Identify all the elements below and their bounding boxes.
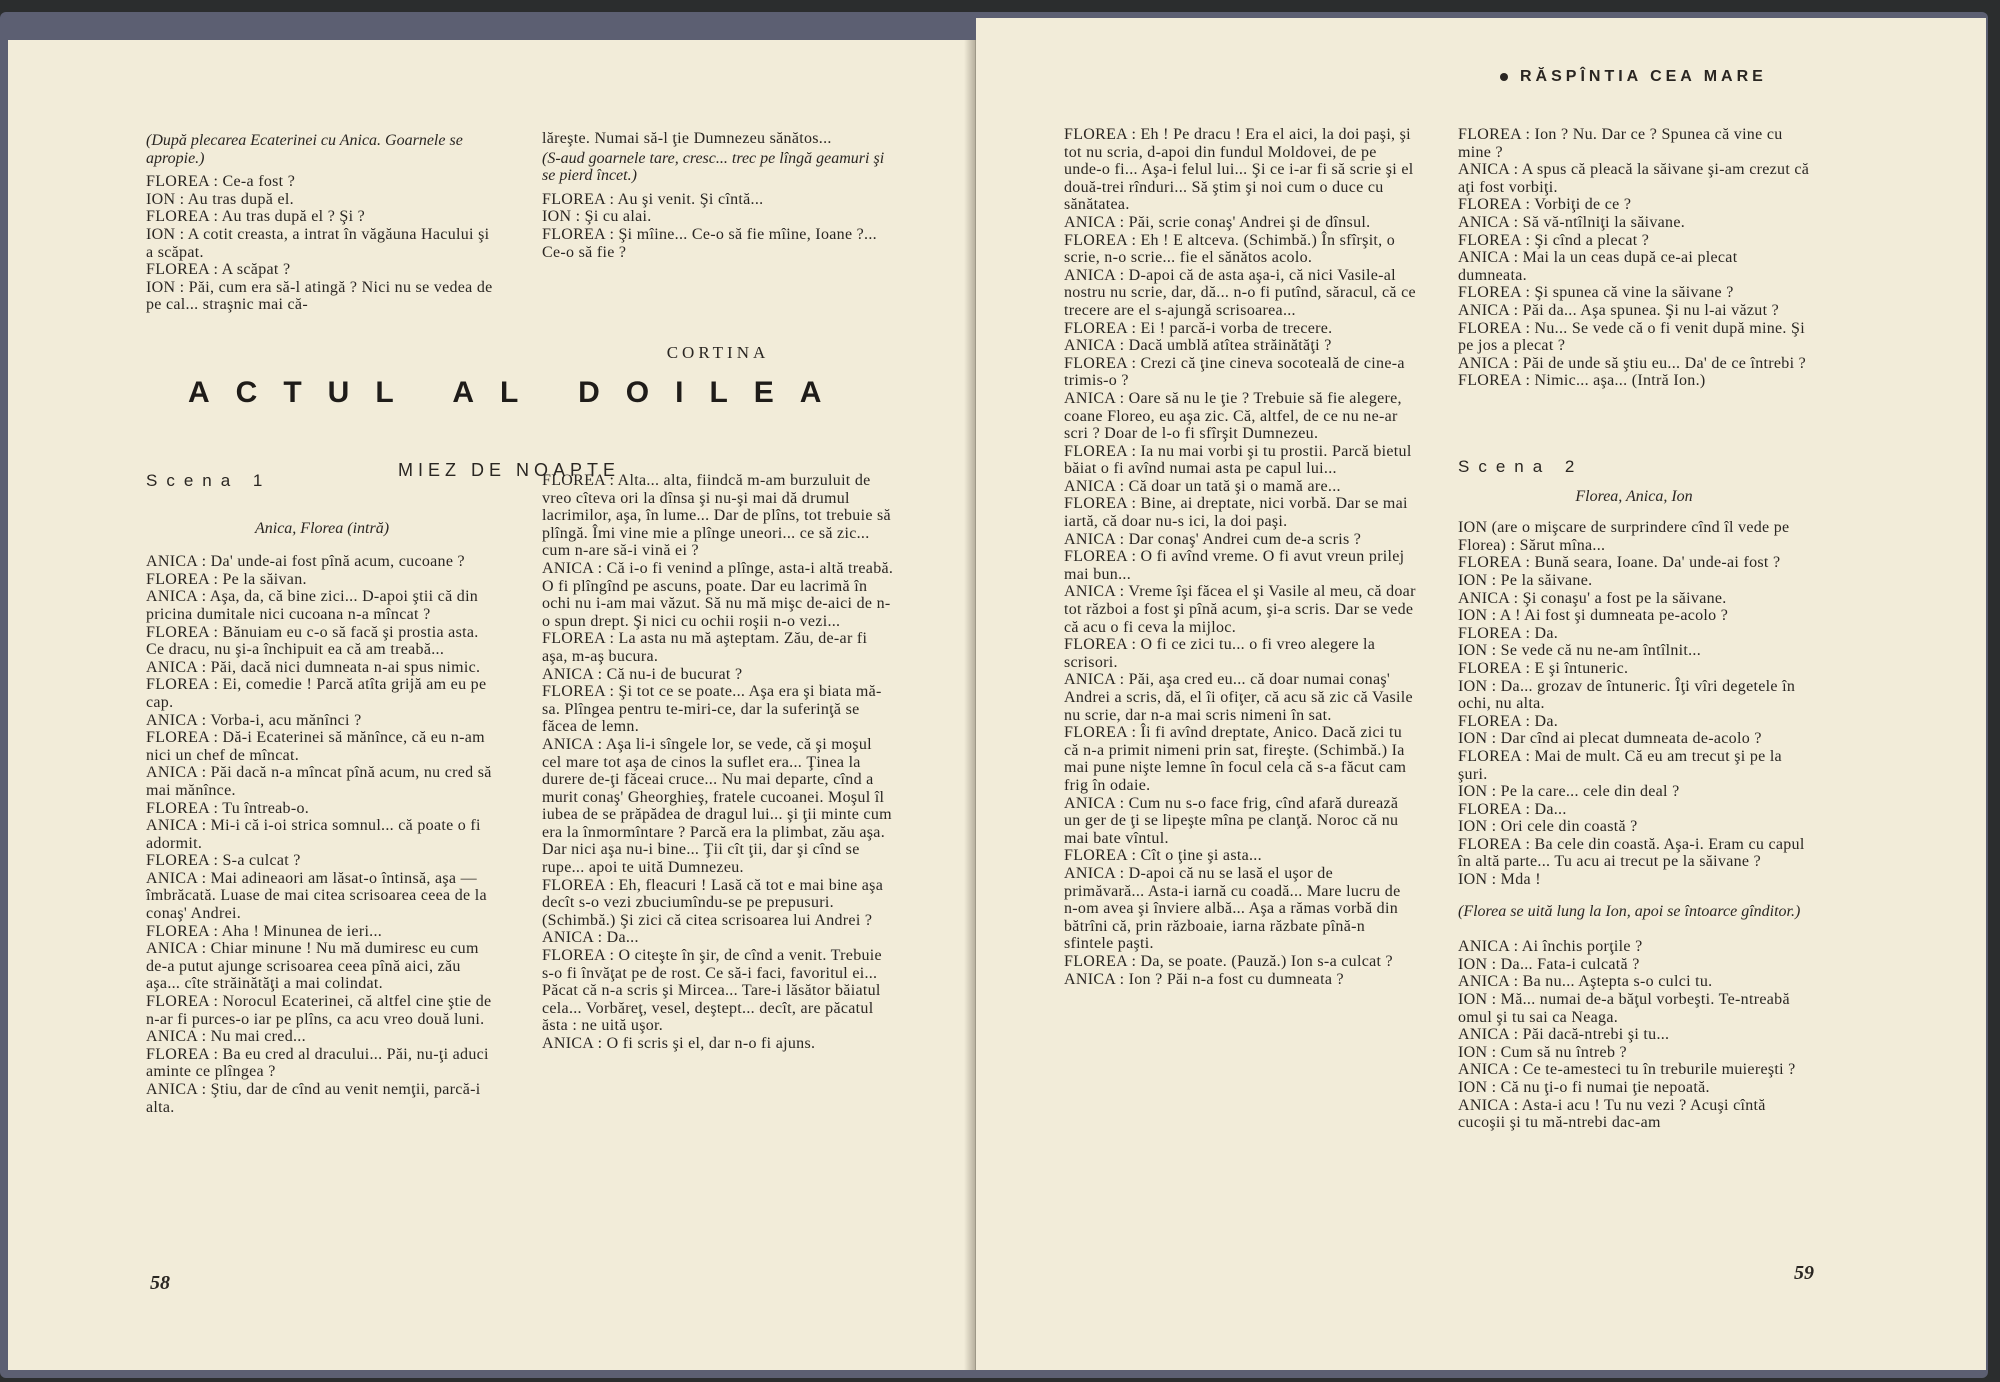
dialogue-line: (S-aud goarnele tare, cresc... trec pe lîngă geamuri şi se pierd încet.) <box>542 149 885 185</box>
dialogue-line: ANICA : Păi, scrie conaş' Andrei şi de dînsul. <box>1064 213 1371 231</box>
dialogue-line: FLOREA : Eh ! Pe dracu ! Era el aici, la doi paşi, şi tot nu scria, d-apoi din fundul Moldovei, de pe unde-o fi... Aşa-i felul lui... Şi ce i-ar fi să scrie şi el două-trei rînduri... Să ştim şi noi cum o duce cu sănătatea. <box>1064 126 1414 214</box>
scene-2-characters: Florea, Anica, Ion <box>1575 487 1693 505</box>
dialogue-line: FLOREA : Au şi venit. Şi cîntă... <box>542 190 764 208</box>
dialogue-line: ANICA : Ce te-amesteci tu în treburile muiereşti ? <box>1458 1061 1796 1079</box>
left-page <box>8 40 972 1370</box>
dialogue-line: ION : Cum să nu întreb ? <box>1458 1043 1627 1061</box>
left-column-1-bottom-wrap <box>146 472 498 1116</box>
dialogue-line: ION : Şi cu alai. <box>542 208 652 226</box>
dialogue-line: ION (are o mişcare de surprindere cînd îl vede pe Florea) : Sărut mîna... <box>1458 519 1790 554</box>
dialogue-line: FLOREA : Bănuiam eu c-o să facă şi prostia asta. Ce dracu, nu şi-a închipuit ea că am treabă... <box>146 623 479 659</box>
dialogue-line: ANICA : Vreme îşi făcea el şi Vasile al meu, că doar tot război a fost şi pînă acum, şi-a scris. Dar se vede că acu o fi ceva la mijloc. <box>1064 583 1416 636</box>
running-header <box>1500 68 1767 86</box>
dialogue-line: ANICA : Dar conaş' Andrei cum de-a scris ? <box>1064 530 1362 548</box>
right-column-2-end <box>1458 938 1810 1132</box>
dialogue-line: ANICA : Păi da... Aşa spunea. Şi nu l-ai văzut ? <box>1458 301 1780 319</box>
dialogue-line: ANICA : Ba nu... Aştepta s-o culci tu. <box>1458 973 1713 991</box>
dialogue-line: ANICA : Da... <box>542 929 639 947</box>
dialogue-line: ANICA : Aşa, da, că bine zici... D-apoi ştii că din pricina dumitale nici cucoana n-a mîncat ? <box>146 588 479 623</box>
dialogue-line: ANICA : Păi dacă n-a mîncat pînă acum, nu cred să mai mănînce. <box>146 764 492 799</box>
dialogue-line: FLOREA : Tu întreab-o. <box>146 799 310 817</box>
dialogue-line: FLOREA : Da. <box>1458 624 1559 642</box>
dialogue-line: FLOREA : Mai de mult. Că eu am trecut şi pe la şuri. <box>1458 747 1782 783</box>
dialogue-line: ANICA : Că doar un tată şi o mamă are... <box>1064 477 1341 495</box>
dialogue-line: FLOREA : Aha ! Minunea de ieri... <box>146 922 383 940</box>
dialogue-line: lăreşte. Numai să-l ţie Dumnezeu sănătos... <box>542 130 832 147</box>
dialogue-line: FLOREA : Nimic... aşa... (Intră Ion.) <box>1458 372 1706 390</box>
dialogue-line: FLOREA : Şi tot ce se poate... Aşa era şi biata mă-sa. Plîngea pentru te-miri-ce, dar la suferinţă se făcea de lemn. <box>542 683 882 736</box>
running-header-text: RĂSPÎNTIA CEA MARE <box>1520 68 1767 85</box>
dialogue-line: ION : Da... grozav de întuneric. Îţi vîri degetele în ochi, nu alta. <box>1458 677 1796 713</box>
dialogue-line: ION : Că nu ţi-o fi numai ţie nepoată. <box>1458 1079 1710 1096</box>
dialogue-line: ION : Au tras după el. <box>146 190 294 208</box>
dialogue-line: ANICA : Ai închis porţile ? <box>1458 938 1643 956</box>
dialogue-line: ION : Da... Fata-i culcată ? <box>1458 955 1640 973</box>
dialogue-line: ANICA : Nu mai cred... <box>146 1028 306 1046</box>
bullet-icon <box>1500 73 1508 81</box>
dialogue-line: ANICA : Mai la un ceas după ce-ai plecat dumneata. <box>1458 249 1738 284</box>
left-column-2-top <box>542 130 894 261</box>
dialogue-line: ANICA : Aşa li-i sîngele lor, se vede, că şi moşul cel mare tot aşa de cinos la suflet era... Ţinea la durere de-ţi făceai cruce... Nu mai departe, cînd a murit conaş' Gheorghieş, fratele cucoanei. Moşul îl iubea de se prăpădea de dragul lui... şi ţii minte cum era la înmormîntare ? Parcă era la plimbat, zău aşa. Dar nici aşa nu-i bine... Ţii cît ţii, dar şi cînd se rupe... apoi te uită Dumnezeu. <box>542 735 892 877</box>
dialogue-line: ANICA : Cum nu s-o face frig, cînd afară durează un ger de ţi se lipeşte mîna pe clanţă. Noroc că nu mai bate vîntul. <box>1064 794 1399 847</box>
dialogue-line: ANICA : D-apoi că nu se lasă el uşor de primăvară... Asta-i iarnă cu coadă... Mare lucru de n-om avea şi înviere albă... Aşa a rămas vorbă din bătrîni că, prin războaie, iarna răzbate pînă-n sfintele paşti. <box>1064 864 1401 953</box>
dialogue-line: FLOREA : Şi mîine... Ce-o să fie mîine, Ioane ?... Ce-o să fie ? <box>542 225 877 261</box>
dialogue-line: FLOREA : Ei ! parcă-i vorba de trecere. <box>1064 319 1333 337</box>
dialogue-line: ANICA : Chiar minune ! Nu mă dumiresc eu cum de-a putut ajunge scrisoarea ceea pînă aici, zău aşa... cîte străinătăţi a mai colindat. <box>146 940 479 993</box>
dialogue-line: ION : Ori cele din coastă ? <box>1458 818 1638 836</box>
dialogue-line: ION : Dar cînd ai plecat dumneata de-acolo ? <box>1458 730 1762 748</box>
dialogue-line: ANICA : Da' unde-ai fost pînă acum, cucoane ? <box>146 553 465 571</box>
dialogue-line: FLOREA : A scăpat ? <box>146 261 291 279</box>
page-number-left: 58 <box>150 1272 170 1294</box>
dialogue-line: ION : Păi, cum era să-l atingă ? Nici nu se vedea de pe cal... straşnic mai că- <box>146 278 493 314</box>
right-column-2-bottom <box>1458 519 1810 888</box>
dialogue-line: ANICA : Şi conaşu' a fost pe la săivane. <box>1458 589 1727 607</box>
dialogue-line: FLOREA : S-a culcat ? <box>146 852 301 870</box>
dialogue-line: FLOREA : La asta nu mă aşteptam. Zău, de-ar fi aşa, m-aş bucura. <box>542 630 868 665</box>
dialogue-line: FLOREA : Bună seara, Ioane. Da' unde-ai fost ? <box>1458 554 1781 572</box>
dialogue-line: FLOREA : Norocul Ecaterinei, că altfel cine ştie de n-ar fi purces-o iar pe plîns, ca acu vreo două luni. <box>146 993 492 1028</box>
act-title: ACTUL AL DOILEA <box>188 376 848 409</box>
dialogue-line: FLOREA : Au tras după el ? Şi ? <box>146 208 366 226</box>
left-column-2-bottom <box>542 472 894 1053</box>
act-subtitle: MIEZ DE NOAPTE <box>398 460 621 480</box>
dialogue-line: FLOREA : O fi avînd vreme. O fi avut vreun prilej mai bun... <box>1064 548 1405 583</box>
scene-1-characters: Anica, Florea (intră) <box>254 519 390 537</box>
dialogue-line: FLOREA : O citeşte în şir, de cînd a venit. Trebuie s-o fi învăţat pe de rost. Ce să-i faci, favoritul ei... Păcat că n-a scris şi Mircea... Tare-i lăsător băiatul cela... Vorbăreţ, vesel, deştept... decît, are păcatul ăsta : ne uită uşor. <box>542 947 882 1035</box>
right-page <box>976 18 1986 1370</box>
dialogue-line: ION : Se vede că nu ne-am întîlnit... <box>1458 642 1702 660</box>
dialogue-line: (După plecarea Ecaterinei cu Anica. Goarnele se apropie.) <box>146 132 463 167</box>
dialogue-line: ANICA : Mi-i că i-oi strica somnul... că poate o fi adormit. <box>146 817 481 852</box>
dialogue-line: FLOREA : Nu... Se vede că o fi venit după mine. Şi pe jos a plecat ? <box>1458 319 1805 355</box>
dialogue-line: FLOREA : Eh, fleacuri ! Lasă că tot e mai bine aşa decît s-o vezi zbuciumîndu-se pe prepusuri. (Schimbă.) Şi zici că citea scrisoarea lui Andrei ? <box>542 876 884 929</box>
dialogue-line: ION : A ! Ai fost şi dumneata pe-acolo ? <box>1458 607 1729 625</box>
dialogue-line: ION : Mă... numai de-a băţul vorbeşti. Te-ntreabă omul şi tu sai ca Neaga. <box>1458 991 1790 1026</box>
dialogue-line: FLOREA : Ce-a fost ? <box>146 173 296 191</box>
curtain-label: CORTINA <box>666 343 770 362</box>
dialogue-line: ANICA : Păi, dacă nici dumneata n-ai spus nimic. <box>146 658 481 676</box>
dialogue-line: FLOREA : Ia nu mai vorbi şi tu prostii. Parcă bietul băiat o fi avînd numai asta pe capul lui... <box>1064 442 1412 478</box>
dialogue-line: ANICA : Păi, aşa cred eu... că doar numai conaş' Andrei a scris, dă, el îi ofiţer, că acu să zic că Vasile nu scrie, dar n-a mai scris nimeni în sat. <box>1064 671 1413 724</box>
dialogue-line: FLOREA : Pe la săivan. <box>146 570 307 588</box>
page-number-right: 59 <box>1794 1262 1814 1284</box>
dialogue-line: ANICA : Păi de unde să ştiu eu... Da' de ce întrebi ? <box>1458 354 1807 372</box>
dialogue-line: FLOREA : Ba cele din coastă. Aşa-i. Eram cu capul în altă parte... Tu acu ai trecut pe la săivane ? <box>1458 835 1805 871</box>
dialogue-line: FLOREA : Vorbiţi de ce ? <box>1458 196 1632 214</box>
dialogue-line: FLOREA : Da, se poate. (Pauză.) Ion s-a culcat ? <box>1064 952 1393 970</box>
right-column-2-top <box>1458 126 1810 390</box>
stage-direction: (Florea se uită lung la Ion, apoi se întoarce gînditor.) <box>1458 902 1801 920</box>
dialogue-line: ANICA : Că i-o fi venind a plînge, asta-i altă treabă. O fi plîngînd pe ascuns, poate. Dar eu lacrimă în ochi nu i-am mai văzut. Să nu mă mişc de-aici de n-o spun drept. Şi nici cu ochii roşii n-o vezi... <box>542 559 894 630</box>
dialogue-line: FLOREA : Ion ? Nu. Dar ce ? Spunea că vine cu mine ? <box>1458 126 1783 161</box>
dialogue-line: FLOREA : Bine, ai dreptate, nici vorbă. Dar se mai iartă, că doar nu-s ici, la doi paşi. <box>1064 495 1408 531</box>
dialogue-line: ANICA : Ion ? Păi n-a fost cu dumneata ? <box>1064 970 1344 988</box>
dialogue-line: ANICA : Ştiu, dar de cînd au venit nemţii, parcă-i alta. <box>146 1081 481 1116</box>
dialogue-line: FLOREA : Dă-i Ecaterinei să mănînce, că eu n-am nici un chef de mîncat. <box>146 729 485 764</box>
dialogue-line: FLOREA : Alta... alta, fiindcă m-am burzuluit de vreo cîteva ori la dînsa şi nu-şi mai dă drumul lacrimilor, aşa, în lume... Dar de plîns, tot trebuie să plîngă. Îmi vine mie a plînge uneori... ce să zic... cum n-are să-i vină ei ? <box>542 472 891 560</box>
dialogue-line: FLOREA : Eh ! E altceva. (Schimbă.) În sfîrşit, o scrie, n-o scrie... fie el sănătos acolo. <box>1064 231 1396 267</box>
dialogue-line: ANICA : D-apoi că de asta aşa-i, că nici Vasile-al nostru nu scrie, dar, dă... n-o fi putînd, săracul, că ce trecere are el s-ajungă scrisoarea... <box>1064 266 1416 319</box>
dialogue-line: FLOREA : Şi cînd a plecat ? <box>1458 231 1650 249</box>
dialogue-line: FLOREA : Îi fi avînd dreptate, Anico. Dacă zici tu că n-a primit nimeni prin sat, fireşte. (Schimbă.) Ia mai pune nişte lemne în focul cela că s-a făcut cam frig în odaie. <box>1064 724 1407 794</box>
dialogue-line: FLOREA : Ba eu cred al dracului... Păi, nu-ţi aduci aminte ce plîngea ? <box>146 1045 489 1081</box>
dialogue-line: FLOREA : Şi spunea că vine la săivane ? <box>1458 284 1734 302</box>
dialogue-line: ANICA : A spus că pleacă la săivane şi-am crezut că aţi fost vorbiţi. <box>1458 161 1810 196</box>
dialogue-line: ANICA : O fi scris şi el, dar n-o fi ajuns. <box>542 1035 816 1052</box>
dialogue-line: ANICA : Că nu-i de bucurat ? <box>542 665 743 683</box>
scene-2-title: Scena 2 <box>1458 457 1584 476</box>
dialogue-line: FLOREA : Da... <box>1458 800 1567 818</box>
right-column-2-bottom-wrap <box>1458 458 1810 1132</box>
dialogue-line: ANICA : Vorba-i, acu mănînci ? <box>146 711 362 729</box>
dialogue-line: ION : Pe la săivane. <box>1458 571 1593 589</box>
dialogue-line: ANICA : Mai adineaori am lăsat-o întinsă, aşa — îmbrăcată. Luase de mai citea scrisoarea ceea de la conaş' Andrei. <box>146 869 487 923</box>
dialogue-line: FLOREA : E şi întuneric. <box>1458 659 1629 677</box>
left-column-1-bottom <box>146 553 498 1116</box>
dialogue-line: ANICA : Păi dacă-ntrebi şi tu... <box>1458 1026 1670 1044</box>
dialogue-line: FLOREA : Da. <box>1458 712 1559 730</box>
dialogue-line: ION : A cotit creasta, a intrat în văgăuna Hacului şi a scăpat. <box>146 225 490 261</box>
dialogue-line: ION : Pe la care... cele din deal ? <box>1458 783 1680 801</box>
dialogue-line: FLOREA : O fi ce zici tu... o fi vreo alegere la scrisori. <box>1064 636 1376 671</box>
dialogue-line: ANICA : Să vă-ntîlniţi la săivane. <box>1458 213 1686 231</box>
right-column-1 <box>1064 126 1416 988</box>
dialogue-line: ANICA : Oare să nu le ţie ? Trebuie să fie alegere, coane Floreo, eu aşa zic. Că, altfel, de ce nu ne-ar scri ? Doar de l-o fi sfîrşit Dumnezeu. <box>1064 389 1402 443</box>
dialogue-line: FLOREA : Cît o ţine şi asta... <box>1064 847 1262 865</box>
scene-1-title: Scena 1 <box>146 471 272 490</box>
dialogue-line: ANICA : Asta-i acu ! Tu nu vezi ? Acuşi cîntă cucoşii şi tu mă-ntrebi dac-am <box>1458 1096 1766 1132</box>
dialogue-line: ION : Mda ! <box>1458 871 1541 889</box>
left-column-1-top <box>146 130 498 314</box>
dialogue-line: FLOREA : Ei, comedie ! Parcă atîta grijă am eu pe cap. <box>146 676 487 711</box>
dialogue-line: ANICA : Dacă umblă atîtea străinătăţi ? <box>1064 337 1332 355</box>
dialogue-line: FLOREA : Crezi că ţine cineva socoteală de cine-a trimis-o ? <box>1064 354 1405 390</box>
